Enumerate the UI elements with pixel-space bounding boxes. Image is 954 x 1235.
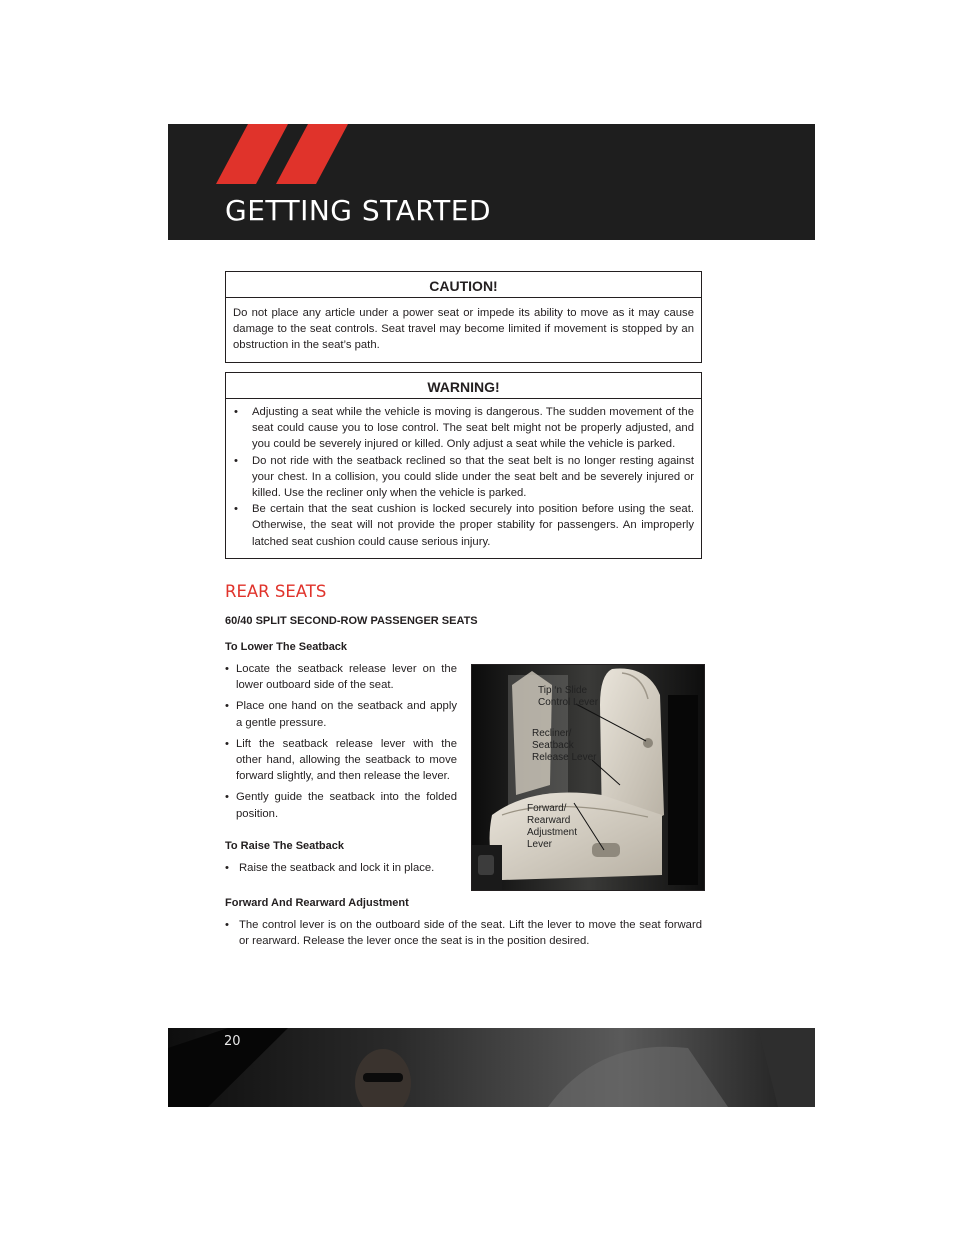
warning-list bbox=[233, 404, 694, 550]
footer-photo bbox=[168, 1028, 815, 1107]
list-item: • Place one hand on the seatback and apply a gentle pressure. bbox=[225, 698, 457, 730]
warning-item: • Do not ride with the seatback reclined so that the seat belt is no longer resting against your chest. In a collision, you could slide under the seat belt and be severely injured or killed. Use the recliner only when the vehicle is parked. bbox=[233, 453, 694, 502]
label-forward-3: Adjustment bbox=[527, 827, 578, 838]
page-title: GETTING STARTED bbox=[225, 194, 492, 227]
label-recliner-1: Recliner/ bbox=[532, 728, 572, 739]
warning-box bbox=[225, 372, 702, 559]
forward-adjust-heading: Forward And Rearward Adjustment bbox=[225, 897, 409, 909]
lower-seatback-heading: To Lower The Seatback bbox=[225, 641, 348, 653]
page-number: 20 bbox=[224, 1034, 241, 1049]
seat-illustration bbox=[472, 665, 704, 890]
section-title: REAR SEATS bbox=[225, 582, 327, 601]
list-item: • Gently guide the seatback into the folded position. bbox=[225, 789, 457, 821]
caution-text: Do not place any article under a power seat or impede its ability to move as it may cause damage to the seat controls. Seat travel may become limited if movement is stopped by an obstruction in the seat’s path. bbox=[233, 307, 694, 352]
stripes-logo bbox=[216, 124, 366, 184]
warning-item: • Adjusting a seat while the vehicle is moving is dangerous. The sudden movement of the seat could cause you to lose control. The seat belt might not be properly adjusted, and you could be severely injured or killed. Only adjust a seat while the vehicle is parked. bbox=[233, 404, 694, 453]
label-recliner-2: Seatback bbox=[532, 740, 574, 751]
warning-heading: WARNING! bbox=[226, 373, 701, 399]
caution-heading: CAUTION! bbox=[226, 272, 701, 298]
section-header bbox=[168, 124, 815, 240]
subsection-heading: 60/40 SPLIT SECOND-ROW PASSENGER SEATS bbox=[225, 615, 478, 627]
stripe-1 bbox=[216, 124, 288, 184]
forward-adjust-list bbox=[225, 917, 702, 954]
seat-photo bbox=[471, 664, 705, 891]
label-forward-1: Forward/ bbox=[527, 803, 567, 814]
lower-seatback-list bbox=[225, 661, 457, 827]
label-recliner-3: Release Lever bbox=[532, 752, 597, 763]
list-item: • Raise the seatback and lock it in place. bbox=[225, 860, 457, 876]
label-tip-slide-1: Tip ‘n Slide bbox=[538, 685, 588, 696]
stripe-2 bbox=[276, 124, 348, 184]
list-item: • Lift the seatback release lever with the other hand, allowing the seatback to move forward slightly, and then release the lever. bbox=[225, 736, 457, 785]
label-tip-slide-2: Control Lever bbox=[538, 697, 599, 708]
label-forward-2: Rearward bbox=[527, 815, 571, 826]
footer-image-band bbox=[168, 1028, 815, 1107]
caution-box bbox=[225, 271, 702, 363]
raise-seatback-heading: To Raise The Seatback bbox=[225, 840, 345, 852]
list-item: • Locate the seatback release lever on the lower outboard side of the seat. bbox=[225, 661, 457, 693]
label-forward-4: Lever bbox=[527, 839, 553, 850]
list-item: • The control lever is on the outboard side of the seat. Lift the lever to move the seat forward or rearward. Release the lever once the seat is in the position desired. bbox=[225, 917, 702, 949]
warning-item: • Be certain that the seat cushion is locked securely into position before using the seat. Otherwise, the seat will not provide the proper stability for passengers. An improperly latched seat cushion could cause serious injury. bbox=[233, 501, 694, 550]
raise-seatback-list bbox=[225, 860, 457, 881]
